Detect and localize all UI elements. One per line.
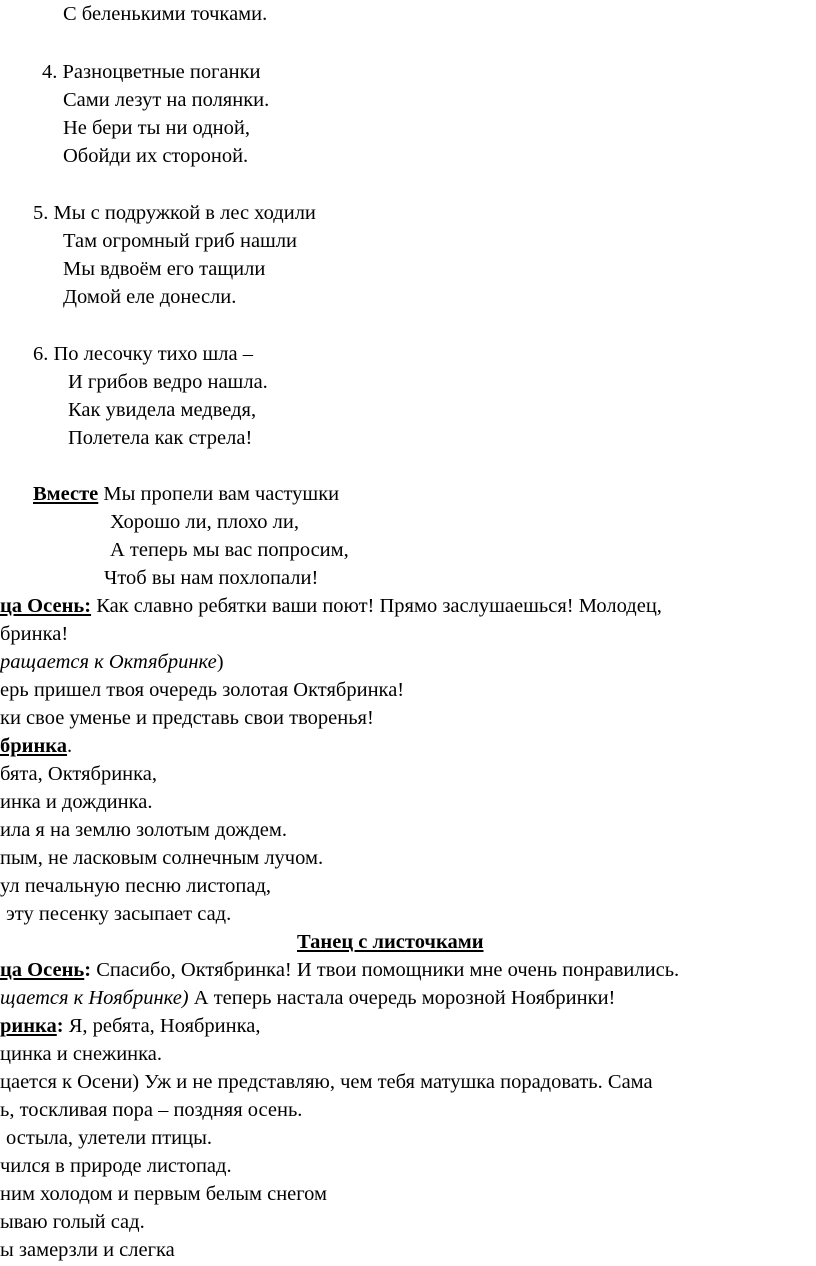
- stage-direction-text: ращается к Октябринке: [0, 651, 217, 673]
- stanza6-line4: Полетела как стрела!: [68, 427, 253, 449]
- october-line5: ул печальную песню листопад,: [0, 875, 272, 897]
- november-line2: цается к Осени) Уж и не представляю, чем тебя матушка порадовать. Сама: [0, 1071, 653, 1093]
- november-line1: цинка и снежинка.: [0, 1043, 163, 1065]
- october-line4: пым, не ласковым солнечным лучом.: [0, 847, 324, 869]
- speaker-together: Вместе: [33, 483, 99, 505]
- autumn-remark-1-cont: бринка!: [0, 623, 69, 645]
- autumn-remark-3: [0, 957, 679, 983]
- stanza5-line4: Домой еле донесли.: [63, 286, 237, 308]
- together-text: Мы пропели вам частушки: [98, 483, 340, 505]
- together-line4: Чтоб вы нам похлопали!: [104, 567, 319, 589]
- speaker-october-dot: .: [67, 735, 73, 757]
- autumn-remark-text: Как славно ребятки ваши поют! Прямо заслушаешься! Молодец,: [91, 595, 662, 617]
- stanza3-line4: С беленькими точками.: [63, 3, 268, 25]
- speaker-november: ринка: [0, 1015, 57, 1037]
- together-line1: [33, 481, 339, 507]
- november-line6: ним холодом и первым белым снегом: [0, 1183, 327, 1205]
- stanza4-line2: Сами лезут на полянки.: [63, 89, 270, 111]
- stage-direction-october: [0, 649, 224, 675]
- stanza6-line1: 6. По лесочку тихо шла –: [33, 343, 253, 365]
- november-line8: ы замерзли и слегка: [0, 1239, 175, 1261]
- stage-direction-paren: ): [216, 651, 224, 673]
- stanza6-line3: Как увидела медведя,: [68, 399, 257, 421]
- stage-direction-november: щается к Ноябринке): [0, 987, 189, 1009]
- autumn-remark-3-text: Спасибо, Октябринка! И твои помощники мне очень понравились.: [91, 959, 680, 981]
- stanza5-line1: 5. Мы с подружкой в лес ходили: [33, 202, 316, 224]
- november-intro: Я, ребята, Ноябринка,: [63, 1015, 261, 1037]
- autumn-remark-2-line1: ерь пришел твоя очередь золотая Октябринка!: [0, 679, 405, 701]
- autumn-remark-3-text2: А теперь настала очередь морозной Ноябринки!: [188, 987, 616, 1009]
- november-line3: ь, тоскливая пора – поздняя осень.: [0, 1099, 303, 1121]
- autumn-remark-1: [0, 593, 662, 619]
- october-line1: бята, Октябринка,: [0, 763, 158, 785]
- stanza6-line2: И грибов ведро нашла.: [68, 371, 268, 393]
- dance-title: Танец с листочками: [297, 931, 484, 953]
- speaker-autumn-2: ца Осень: [0, 959, 85, 981]
- stanza5-line2: Там огромный гриб нашли: [63, 230, 298, 252]
- speaker-november-colon: :: [56, 1015, 64, 1037]
- november-speaker-line: [0, 1013, 261, 1039]
- autumn-remark-3-cont: [0, 985, 615, 1011]
- stanza4-line3: Не бери ты ни одной,: [63, 117, 250, 139]
- november-line7: ываю голый сад.: [0, 1211, 145, 1233]
- autumn-remark-2-line2: ки свое уменье и представь свои творенья!: [0, 707, 374, 729]
- together-line3: А теперь мы вас попросим,: [110, 539, 349, 561]
- stanza5-line3: Мы вдвоём его тащили: [63, 258, 266, 280]
- stanza4-line1: 4. Разноцветные поганки: [42, 61, 261, 83]
- november-line4: остыла, улетели птицы.: [6, 1127, 213, 1149]
- speaker-october: бринка: [0, 735, 68, 757]
- october-speaker-line: [0, 733, 72, 759]
- speaker-autumn: ца Осень:: [0, 595, 92, 617]
- october-line3: ила я на землю золотым дождем.: [0, 819, 287, 841]
- november-line5: чился в природе листопад.: [0, 1155, 232, 1177]
- october-line6: эту песенку засыпает сад.: [6, 903, 232, 925]
- together-line2: Хорошо ли, плохо ли,: [110, 511, 299, 533]
- speaker-autumn-2-colon: :: [84, 959, 92, 981]
- stanza4-line4: Обойди их стороной.: [63, 145, 249, 167]
- october-line2: инка и дождинка.: [0, 791, 153, 813]
